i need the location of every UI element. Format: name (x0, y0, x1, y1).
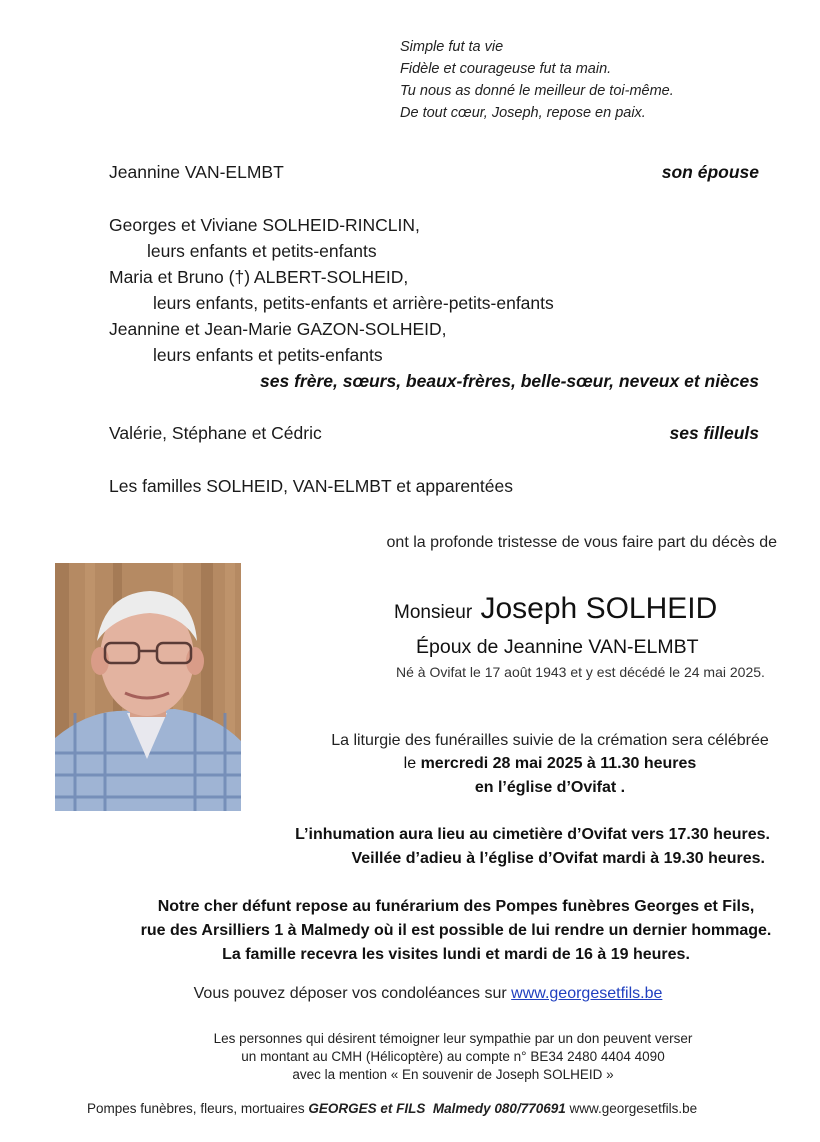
spouse-relation: son épouse (661, 162, 759, 182)
spouse-name: Jeannine VAN-ELMBT (109, 162, 284, 182)
deceased-heading (394, 592, 717, 626)
siblings-relation: ses frère, sœurs, beaux-frères, belle-sœur, neveux et nièces (260, 371, 759, 391)
portrait-photo (55, 563, 241, 811)
sibling-line: leurs enfants, petits-enfants et arrière-petits-enfants (153, 293, 554, 313)
condolences-link[interactable]: www.georgesetfils.be (511, 985, 663, 1002)
liturgy-line1: La liturgie des funérailles suivie de la crémation sera célébrée (331, 732, 769, 749)
rest-line3: La famille recevra les visites lundi et mardi de 16 à 19 heures. (222, 946, 690, 963)
donation-line: un montant au CMH (Hélicoptère) au compte n° BE34 2480 4404 4090 (241, 1049, 665, 1064)
poem-line: Simple fut ta vie (400, 39, 504, 55)
donation-line: avec la mention « En souvenir de Joseph SOLHEID » (292, 1067, 614, 1082)
burial-line2: Veillée d’adieu à l’église d’Ovifat mardi à 19.30 heures. (351, 850, 765, 867)
liturgy-date-line (250, 755, 820, 773)
deceased-name: Joseph SOLHEID (480, 592, 718, 625)
footer-website: www.georgesetfils.be (569, 1101, 698, 1116)
sibling-line: Jeannine et Jean-Marie GAZON-SOLHEID, (109, 319, 447, 339)
sibling-line: leurs enfants et petits-enfants (147, 241, 377, 261)
footer (87, 1101, 697, 1116)
footer-company: GEORGES et FILS Malmedy 080/770691 (308, 1101, 566, 1116)
families-line: Les familles SOLHEID, VAN-ELMBT et apparentées (109, 476, 513, 496)
sibling-line: Maria et Bruno (†) ALBERT-SOLHEID, (109, 267, 409, 287)
poem-line: Tu nous as donné le meilleur de toi-même. (400, 83, 674, 99)
burial-line1: L’inhumation aura lieu au cimetière d’Ovifat vers 17.30 heures. (295, 826, 770, 843)
deceased-title: Monsieur (394, 602, 473, 623)
poem (400, 36, 674, 124)
godchildren-relation: ses filleuls (669, 423, 759, 443)
condolences (0, 985, 820, 1003)
poem-line: Fidèle et courageuse fut ta main. (400, 61, 612, 77)
announcement: ont la profonde tristesse de vous faire part du décès de (386, 534, 777, 551)
liturgy-place: en l’église d’Ovifat . (474, 779, 626, 796)
deceased-spouse-line: Époux de Jeannine VAN-ELMBT (416, 636, 699, 658)
liturgy-prefix: le (403, 755, 417, 772)
footer-prefix: Pompes funèbres, fleurs, mortuaires (87, 1101, 305, 1116)
sibling-line: Georges et Viviane SOLHEID-RINCLIN, (109, 215, 420, 235)
deceased-dates: Né à Ovifat le 17 août 1943 et y est décédé le 24 mai 2025. (396, 664, 765, 680)
donation-line: Les personnes qui désirent témoigner leur sympathie par un don peuvent verser (213, 1031, 693, 1046)
condolences-text: Vous pouvez déposer vos condoléances sur (193, 985, 507, 1002)
godchildren-names: Valérie, Stéphane et Cédric (109, 423, 322, 443)
liturgy-date: mercredi 28 mai 2025 à 11.30 heures (420, 755, 697, 772)
rest-line1: Notre cher défunt repose au funérarium des Pompes funèbres Georges et Fils, (157, 898, 755, 915)
sibling-line: leurs enfants et petits-enfants (153, 345, 383, 365)
rest-line2: rue des Arsilliers 1 à Malmedy où il est possible de lui rendre un dernier hommage. (140, 922, 772, 939)
poem-line: De tout cœur, Joseph, repose en paix. (400, 105, 646, 121)
